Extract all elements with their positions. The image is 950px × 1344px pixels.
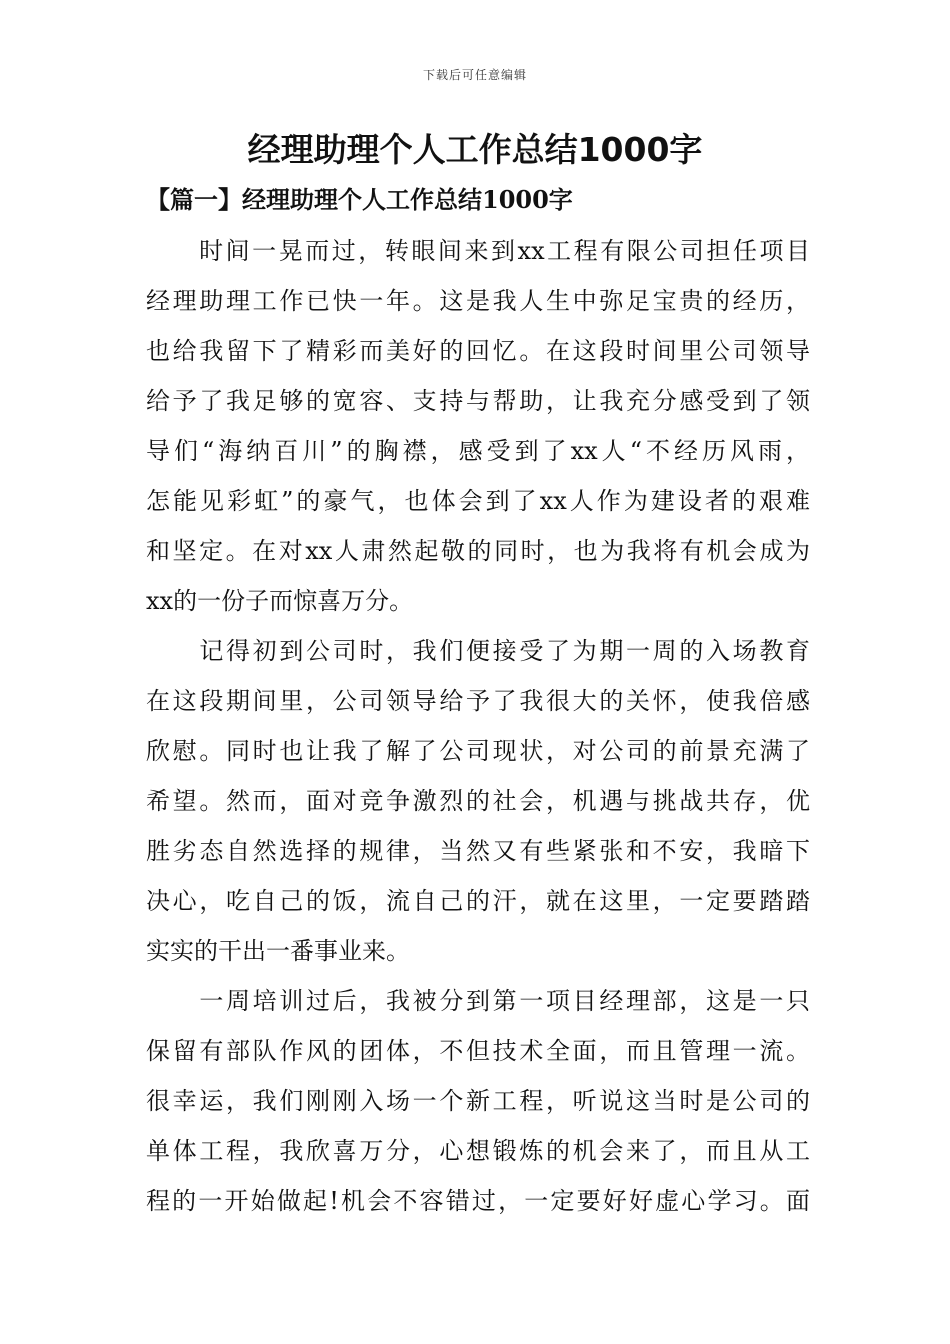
paragraph-line: 单体工程，我欣喜万分，心想锻炼的机会来了，而且从工 bbox=[146, 1137, 810, 1165]
paragraph-line: 经理助理工作已快一年。这是我人生中弥足宝贵的经历， bbox=[146, 287, 810, 315]
paragraph-line: 时间一晃而过，转眼间来到xx工程有限公司担任项目 bbox=[146, 237, 810, 265]
paragraph-line: 保留有部队作风的团体，不但技术全面，而且管理一流。 bbox=[146, 1037, 810, 1065]
paragraph-line: 在这段期间里，公司领导给予了我很大的关怀，使我倍感 bbox=[146, 687, 810, 715]
paragraph-line: 欣慰。同时也让我了解了公司现状，对公司的前景充满了 bbox=[146, 737, 810, 765]
paragraph-line: 怎能见彩虹”的豪气，也体会到了xx人作为建设者的艰难 bbox=[146, 487, 810, 515]
document-title: 经理助理个人工作总结1000字 bbox=[247, 130, 703, 169]
document-body bbox=[146, 226, 810, 1226]
paragraph-line: 实实的干出一番事业来。 bbox=[146, 937, 410, 965]
paragraph-2 bbox=[146, 626, 810, 976]
paragraph-1 bbox=[146, 226, 810, 626]
paragraph-line: xx的一份子而惊喜万分。 bbox=[146, 587, 414, 615]
paragraph-line: 很幸运，我们刚刚入场一个新工程，听说这当时是公司的 bbox=[146, 1087, 810, 1115]
paragraph-line: 胜劣态自然选择的规律，当然又有些紧张和不安，我暗下 bbox=[146, 837, 810, 865]
paragraph-line: 程的一开始做起!机会不容错过，一定要好好虚心学习。面 bbox=[146, 1187, 810, 1215]
paragraph-line: 给予了我足够的宽容、支持与帮助，让我充分感受到了领 bbox=[146, 387, 810, 415]
paragraph-line: 也给我留下了精彩而美好的回忆。在这段时间里公司领导 bbox=[146, 337, 810, 365]
paragraph-line: 导们“海纳百川”的胸襟，感受到了xx人“不经历风雨， bbox=[146, 437, 810, 465]
paragraph-3 bbox=[146, 976, 810, 1226]
section-heading: 【篇一】经理助理个人工作总结1000字 bbox=[146, 185, 573, 214]
paragraph-line: 希望。然而，面对竞争激烈的社会，机遇与挑战共存，优 bbox=[146, 787, 810, 815]
paragraph-line: 记得初到公司时，我们便接受了为期一周的入场教育 bbox=[146, 637, 810, 665]
paragraph-line: 决心，吃自己的饭，流自己的汗，就在这里，一定要踏踏 bbox=[146, 887, 810, 915]
paragraph-line: 一周培训过后，我被分到第一项目经理部，这是一只 bbox=[146, 987, 810, 1015]
header-note: 下载后可任意编辑 bbox=[422, 68, 527, 82]
paragraph-line: 和坚定。在对xx人肃然起敬的同时，也为我将有机会成为 bbox=[146, 537, 810, 565]
